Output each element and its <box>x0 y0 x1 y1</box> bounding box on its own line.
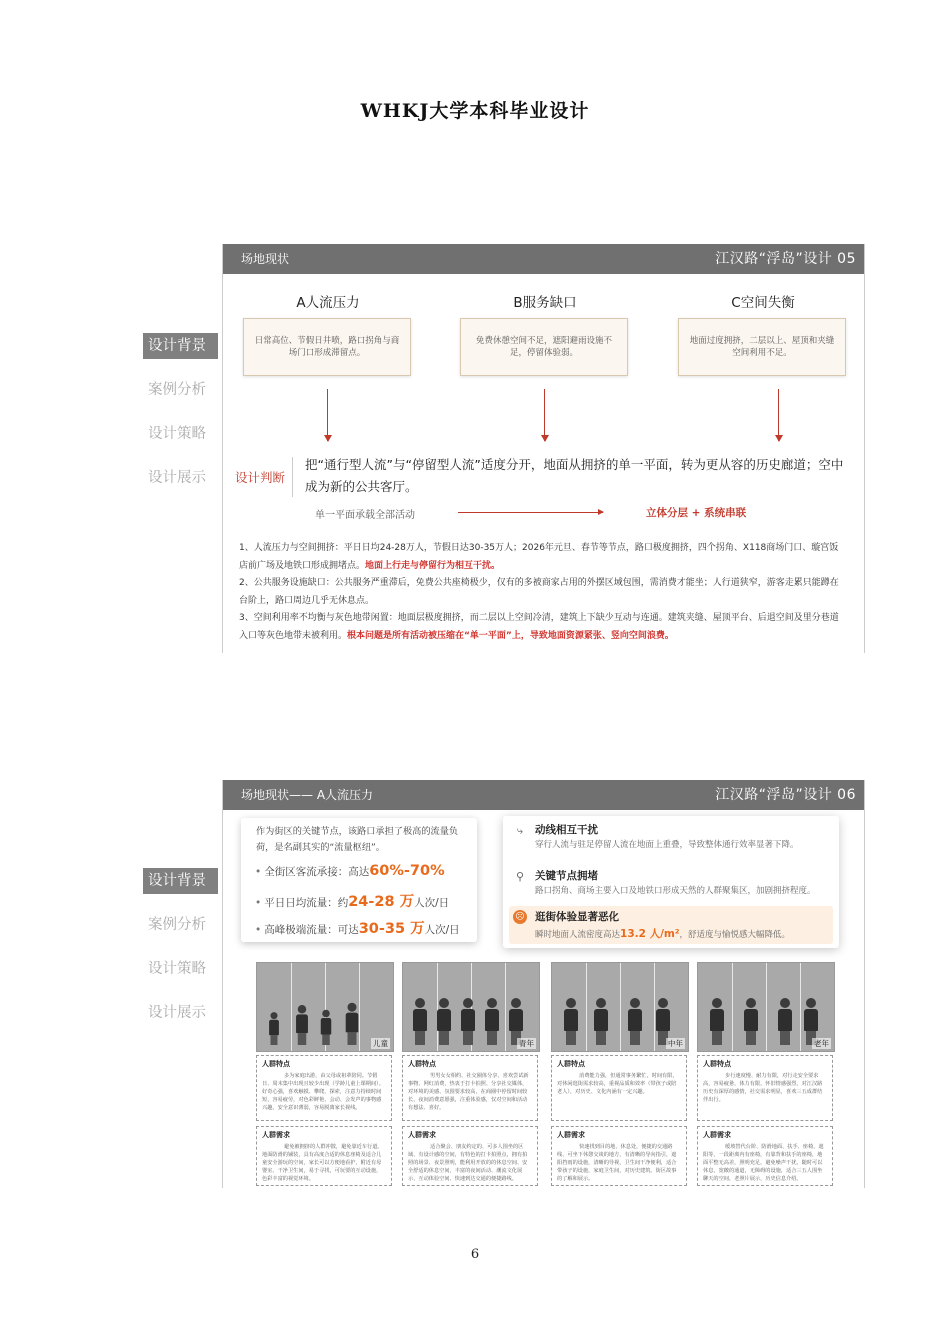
issue-title: 逛街体验显著恶化 <box>535 911 619 923</box>
nav-item-design-display[interactable]: 设计展示 <box>148 1005 206 1021</box>
stat-value: 60%-70% <box>369 863 445 879</box>
down-arrow-a <box>327 389 328 441</box>
traffic-stats-card <box>241 818 477 942</box>
issue-desc: 路口拐角、商场主要入口及地铁口形成天然的人群聚集区，加剧拥挤程度。 <box>535 886 816 896</box>
issue-title: 关键节点拥堵 <box>535 870 598 882</box>
trait-text: 消费能力强，但通常事务繁忙，时间有限，对休闲逛街需求较高，重视品质和效率（带孩子或陪老人），对历史、文化内涵有一定兴趣。 <box>557 1073 678 1095</box>
need-title: 人群需求 <box>408 1131 436 1139</box>
nav-item-design-strategy[interactable]: 设计策略 <box>148 426 206 442</box>
issues-card <box>503 816 839 948</box>
note-3-text: 3、空间利用率不均衡与灰色地带闲置：地面层极度拥挤，而二层以上空间冷清，建筑上下缺少互动与连通。建筑夹缝、屋顶平台、后退空间及里分巷道入口等灰色地带未被利用。 <box>239 613 839 641</box>
slide-title-bar <box>223 780 864 810</box>
nav-item-case-analysis[interactable]: 案例分析 <box>148 917 206 933</box>
trait-box-youth <box>402 1055 538 1121</box>
note-1-text: 1、人流压力与空间拥挤：平日日均24-28万人，节假日达30-35万人；2026年元旦、春节等节点，路口极度拥挤，四个拐角、X118商场门口、璇宫饭店前广场及地铁口形成拥堵点。 <box>239 543 839 571</box>
slide-project-title: 江汉路“浮岛”设计 06 <box>715 787 856 803</box>
stat-label: 高峰极端流量：可达 <box>264 924 359 936</box>
note-1-highlight: 地面上行走与停留行为相互干扰。 <box>365 560 501 571</box>
slide-project-title: 江汉路“浮岛”设计 05 <box>715 251 856 267</box>
trait-box-children <box>256 1055 392 1121</box>
trait-title: 人群特点 <box>408 1060 436 1068</box>
issue-experience <box>509 906 833 944</box>
nav-item-design-background[interactable]: 设计背景 <box>143 868 218 894</box>
issue-node-congestion <box>509 868 833 902</box>
issue-desc: 穿行人流与驻足停留人流在地面上重叠，导致整体通行效率显著下降。 <box>535 840 799 850</box>
issue-desc-text: 瞬时地面人流密度高达 <box>535 930 621 940</box>
down-arrow-b <box>544 389 545 441</box>
judgement-divider <box>292 457 293 497</box>
need-title: 人群需求 <box>557 1131 585 1139</box>
slide-section-title: 场地现状 <box>241 252 290 266</box>
need-box-elderly <box>697 1126 833 1186</box>
page-number: 6 <box>470 1247 480 1262</box>
trait-box-middle-aged <box>551 1055 687 1121</box>
stat-label: 平日日均流量：约 <box>264 897 349 909</box>
stat-value: 30-35 万 <box>358 921 425 937</box>
nav-item-design-background[interactable]: 设计背景 <box>143 333 218 359</box>
trait-text: 步行速度慢、耐力有限，对行走安全要求高，容易疲惫，体力有限，怀旧情感强烈，对江汉路历史有深厚的感情，社交需求明显，喜欢三五成群结伴出行。 <box>703 1073 823 1103</box>
stat-row-peak: • 高峰极端流量：可达30-35 万人次/日 <box>255 921 460 937</box>
flow-arrow <box>458 512 603 513</box>
problem-notes <box>239 540 847 645</box>
nav-item-design-strategy[interactable]: 设计策略 <box>148 961 206 977</box>
column-box-c: 地面过度拥挤，二层以上、屋顶和夹缝空间利用不足。 <box>678 318 846 376</box>
need-text: 避免被拥挤的人群冲散，避免靠近车行道。地面防滑的铺装，具有高度合适的休息座椅及适合儿童安全游玩的空间，家长可以方便地看护，附近有母婴室、干净卫生间，易于寻找，可玩要的互动设施，色彩丰富的视觉环境。 <box>262 1144 383 1182</box>
trait-text: 男男女女相约、社交圈体分享、喜欢尝试新事物、网红消费，热衷于打卡拍照、分享社交媒体，对环境的美感、氛围要求较高，在商圈中停留时间较长，夜间消费意愿强，注重体验感，仅对空间和活动有想法、喜好。 <box>408 1073 529 1111</box>
document-header: WHKJ大学本科毕业设计 <box>360 100 590 122</box>
slide-section-title: 场地现状—— A人流压力 <box>241 788 374 802</box>
nav-item-design-display[interactable]: 设计展示 <box>148 470 206 486</box>
slide-06 <box>222 780 865 1188</box>
column-title-a: A人流压力 <box>296 295 360 311</box>
trait-title: 人群特点 <box>262 1060 290 1068</box>
stat-row-daily: • 平日日均流量：约24-28 万人次/日 <box>255 894 450 910</box>
issue-flow-conflict <box>509 822 833 856</box>
warning-face-icon: ☹ <box>513 910 527 924</box>
need-title: 人群需求 <box>703 1131 731 1139</box>
column-title-c: C空间失衡 <box>731 295 795 311</box>
column-title-b: B服务缺口 <box>513 295 577 311</box>
group-tag: 青年 <box>519 1039 534 1048</box>
need-text: 适合聚会、朋友约定的、可多人围坐的区域、有设计感的空间，有特色的打卡拍照点，拥有拍照的场景、夜景照明，能利用开放的的休息空间、安全舒适的休息空间，丰富的夜间活动、潮流文化展示、互动体验空间、快速到达交通的便捷路线。 <box>408 1144 528 1182</box>
trait-text: 多为家庭出游，由父母或祖辈陪同。节假日、周末集中出现且较少出现（学龄儿童上课期间）。好奇心强，喜欢触摸、攀爬、探索，注意力持续时间短，容易疲劳，对色彩鲜艳、会动、会发声的事物感兴趣，安全意识薄弱，容易脱离家长视线。 <box>262 1073 384 1111</box>
group-tag: 中年 <box>668 1039 683 1048</box>
note-3-highlight: 根本问题是所有活动被压缩在“单一平面”上，导致地面资源紧张、竖向空间浪费。 <box>347 630 674 641</box>
down-arrow-c <box>778 389 779 441</box>
note-1 <box>239 540 847 575</box>
stat-value: 24-28 万 <box>348 894 415 910</box>
flow-to-text: 立体分层 + 系统串联 <box>646 507 747 519</box>
need-text: 缓坡替代台阶、防滑地面、扶手、座椅、遮阳等，一段距离内有座椅，有靠背和扶手的座椅，地面平整无高差，照明充足，避免噪声干扰，随时可以休息，宽敞的通道，无障碍的设施，适合三五人围坐聊天的空间，老照片展示，历史信息介绍。 <box>703 1144 824 1182</box>
group-tag: 儿童 <box>373 1039 388 1048</box>
need-box-children <box>256 1126 392 1186</box>
stat-label: 全街区客流承接：高达 <box>264 866 370 878</box>
trait-box-elderly <box>697 1055 833 1121</box>
note-3 <box>239 610 847 645</box>
issue-desc-tail: ，舒适度与愉悦感大幅降低。 <box>679 930 790 940</box>
stat-unit: 人次/日 <box>414 897 450 909</box>
need-text: 快速找到目的地、休息处，便捷的交通路线、可坐下休憩交谈的地方，有清晰的导向指引，遮阳挡雨的设施，清晰的导视，卫生间干净便利，适合带孩子的设施，家庭卫生间，对历史建筑、街区故事的了解和展示。 <box>557 1144 677 1182</box>
stats-intro: 作为街区的关键节点，该路口承担了极高的流量负荷，是名副其实的“流量枢纽”。 <box>256 826 459 853</box>
nav-item-case-analysis[interactable]: 案例分析 <box>148 382 206 398</box>
issue-title: 动线相互干扰 <box>535 824 598 836</box>
note-2 <box>239 575 847 610</box>
column-box-a: 日常高位、节假日井喷，路口拐角与商场门口形成滞留点。 <box>243 318 411 376</box>
column-box-b: 免费休憩空间不足，遮阳避雨设施不足，停留体验弱。 <box>460 318 628 376</box>
group-photo-youth <box>402 962 540 1052</box>
need-box-middle-aged <box>551 1126 687 1186</box>
slide-05 <box>222 244 865 653</box>
issue-desc <box>535 926 790 941</box>
density-value: 13.2 人/m² <box>620 928 680 940</box>
stat-unit: 人次/日 <box>424 924 460 936</box>
group-photo-children <box>256 962 394 1052</box>
need-box-youth <box>402 1126 538 1186</box>
group-tag: 老年 <box>814 1039 829 1048</box>
group-photo-elderly <box>697 962 835 1052</box>
location-pin-icon: ⚲ <box>515 870 525 883</box>
stat-row-share: • 全街区客流承接：高达60%-70% <box>255 863 445 879</box>
trait-title: 人群特点 <box>557 1060 585 1068</box>
side-nav-slide-1 <box>143 333 218 509</box>
group-photo-middle-aged <box>551 962 689 1052</box>
trait-title: 人群特点 <box>703 1060 731 1068</box>
slide-title-bar <box>223 244 864 274</box>
need-title: 人群需求 <box>262 1131 290 1139</box>
note-2-text: 2、公共服务设施缺口：公共服务严重滞后，免费公共座椅极少，仅有的多被商家占用的外摆区域包围，需消费才能坐；人行道狭窄，游客走累只能蹲在台阶上，路口周边几乎无休息点。 <box>239 578 839 606</box>
judgement-text: 把“通行型人流”与“停留型人流”适度分开，地面从拥挤的单一平面，转为更从容的历史廊道；空中成为新的公共客厅。 <box>305 457 844 494</box>
flow-icon: ⤷ <box>516 824 524 837</box>
flow-from-text: 单一平面承载全部活动 <box>315 510 415 521</box>
judgement-label: 设计判断 <box>235 470 286 485</box>
side-nav-slide-2 <box>143 868 218 1044</box>
